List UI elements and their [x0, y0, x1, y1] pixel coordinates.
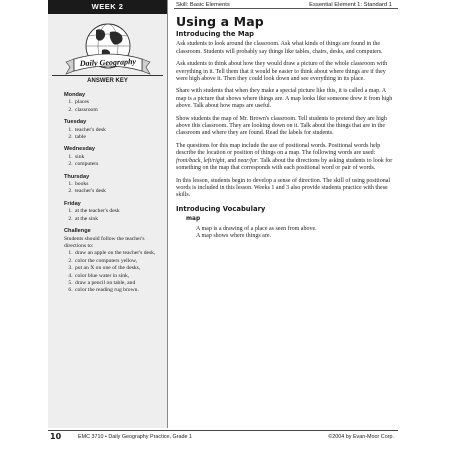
intro-heading: Introducing the Map: [176, 30, 255, 38]
footer-publication: EMC 3710 • Daily Geography Practice, Grade 1: [78, 434, 192, 440]
answer-item: 2. at the sink: [74, 216, 164, 223]
challenge-heading: Challenge: [64, 228, 91, 235]
challenge-intro: Students should follow the teacher's directions to:: [64, 235, 145, 249]
answer-list-wednesday: [64, 154, 164, 169]
paragraph: Show students the map of Mr. Brown's classroom. Tell students to pretend they are high above this classroom. They are looking down on it. Talk about the things that are in the classroom and where they are found. Read the labels for students.: [176, 115, 387, 137]
challenge-steps: [64, 250, 164, 294]
footer-copyright: ©2004 by Evan-Moor Corp.: [328, 434, 394, 440]
answer-item: 1. sink: [74, 154, 164, 161]
challenge-step: 1. draw an apple on the teacher's desk,: [74, 250, 164, 257]
paragraph: Share with students that when they make a special picture like this, it is called a map. A map is a picture that shows where things are. A map looks like someone drew it from high above. Talk about how maps are useful.: [176, 88, 393, 110]
answer-item: 2. table: [74, 134, 164, 141]
header-rule: [174, 8, 398, 9]
answer-item: 1. books: [74, 181, 164, 188]
day-heading-wednesday: Wednesday: [64, 146, 95, 153]
skill-label: Skill: Basic Elements: [176, 2, 230, 8]
vocab-definition: A map shows where things are.: [196, 232, 271, 239]
answer-key-body: [64, 92, 164, 295]
challenge-step: 3. put an X on one of the desks,: [74, 265, 164, 272]
lesson-content: [176, 31, 396, 240]
vocab-definition: A map is a drawing of a place as seen from above.: [196, 225, 317, 232]
answer-item: 2. classroom: [74, 107, 164, 114]
page-number: 10: [50, 432, 62, 441]
answer-item: 1. teacher's desk: [74, 127, 164, 134]
answer-item: 1. at the teacher's desk: [74, 208, 164, 215]
vocab-heading: Introducing Vocabulary: [176, 204, 266, 213]
day-heading-thursday: Thursday: [64, 173, 90, 180]
challenge-step: 4. color blue water in sink,: [74, 273, 164, 280]
week-label: WEEK 2: [48, 0, 167, 14]
answer-key-title: ANSWER KEY: [87, 78, 128, 84]
paragraph: In this lesson, students begin to develop a sense of direction. The skill of using positional words is included in this lesson. Weeks 1 and 3 also provide students practice with these skills.: [176, 177, 391, 199]
answer-list-tuesday: [64, 127, 164, 142]
paragraph: Ask students to think about how they would draw a picture of the whole classroom with everything in it. Tell them that it would be easier to think about where things are if they were high above it. Then they could look down and see everything in its place.: [176, 61, 388, 83]
footer-rule: [48, 430, 398, 431]
vocab-term: map: [186, 216, 201, 223]
answer-list-friday: [64, 208, 164, 223]
answer-item: 2. teacher's desk: [74, 188, 164, 195]
page-title: Using a Map: [176, 14, 264, 29]
challenge-step: 5. draw a pencil on table, and: [74, 280, 164, 287]
standard-label: Essential Element 1: Standard 1: [309, 2, 392, 8]
paragraph: Ask students to look around the classroom. Ask what kinds of things are found in the classroom. Students will probably say things like tables, chairs, desks, and computers.: [176, 41, 383, 55]
day-heading-monday: Monday: [64, 92, 86, 98]
answer-list-thursday: [64, 181, 164, 196]
answer-key-rule: [52, 75, 163, 76]
answer-item: 2. computers: [74, 161, 164, 168]
positional-words-paragraph: The questions for this map include the use of positional words. Positional words help describe the location or position of things on a map. The following words are used: front/back, left/right, and near/far. Talk about the directions by asking students to look for something on the map that corresponds with each positional word or pair of words.: [176, 142, 393, 172]
challenge-step: 2. color the computers yellow,: [74, 258, 164, 265]
day-heading-friday: Friday: [64, 200, 81, 207]
logo-text: Daily Geography: [79, 57, 137, 68]
answer-list-monday: [64, 99, 164, 114]
day-heading-tuesday: Tuesday: [64, 119, 87, 126]
challenge-step: 6. color the reading rug brown.: [74, 287, 164, 294]
answer-item: 1. places: [74, 99, 164, 106]
daily-geography-logo: [52, 16, 164, 84]
